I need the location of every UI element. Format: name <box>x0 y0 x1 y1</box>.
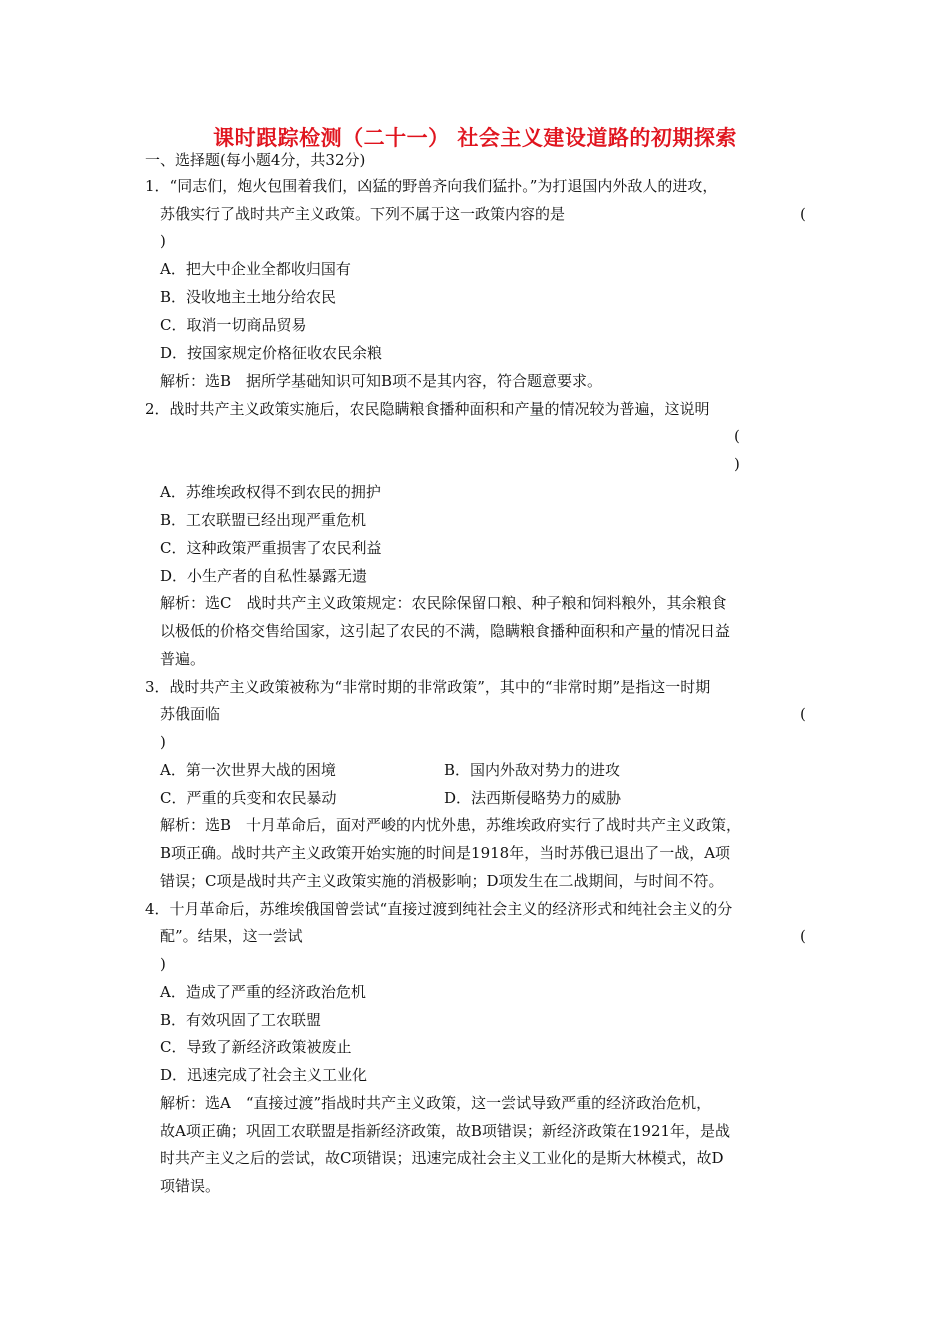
question-2-analysis-line-1: 解析：选C 战时共产主义政策规定：农民除保留口粮、种子粮和饲料粮外，其余粮食 <box>160 594 727 612</box>
question-3-option-c: C．严重的兵变和农民暴动 <box>160 789 337 807</box>
question-1-stem-line-2: 苏俄实行了战时共产主义政策。下列不属于这一政策内容的是 <box>160 205 566 223</box>
question-1-analysis: 解析：选B 据所学基础知识可知B项不是其内容，符合题意要求。 <box>160 372 603 390</box>
question-2-option-b: B．工农联盟已经出现严重危机 <box>160 511 367 529</box>
question-1-option-c: C．取消一切商品贸易 <box>160 316 307 334</box>
question-4-option-b: B．有效巩固了工农联盟 <box>160 1011 322 1029</box>
question-4-analysis-line-4: 项错误。 <box>160 1177 221 1195</box>
question-3-analysis-line-2: B项正确。战时共产主义政策开始实施的时间是1918年，当时苏俄已退出了一战，A项 <box>160 844 731 862</box>
question-2-answer-paren-open: ( <box>734 427 740 445</box>
question-2-stem-line-1: 2．战时共产主义政策实施后，农民隐瞒粮食播种面积和产量的情况较为普遍，这说明 <box>145 400 710 418</box>
question-3-option-d: D．法西斯侵略势力的威胁 <box>444 789 622 807</box>
question-4-stem-line-1: 4．十月革命后，苏维埃俄国曾尝试“直接过渡到纯社会主义的经济形式和纯社会主义的分 <box>145 900 733 918</box>
question-3-stem-line-2: 苏俄面临 <box>160 705 221 723</box>
question-1-option-a: A．把大中企业全都收归国有 <box>160 260 351 278</box>
page-title: 课时跟踪检测（二十一） 社会主义建设道路的初期探索 <box>213 126 737 150</box>
question-4-analysis-line-3: 时共产主义之后的尝试，故C项错误；迅速完成社会主义工业化的是斯大林模式，故D <box>160 1149 724 1167</box>
question-2-option-d: D．小生产者的自私性暴露无遗 <box>160 567 368 585</box>
question-3-analysis-line-3: 错误；C项是战时共产主义政策实施的消极影响；D项发生在二战期间，与时间不符。 <box>160 872 724 890</box>
question-2-analysis-line-2: 以极低的价格交售给国家，这引起了农民的不满，隐瞒粮食播种面积和产量的情况日益 <box>160 622 731 640</box>
question-4-option-c: C．导致了新经济政策被废止 <box>160 1038 352 1056</box>
question-1-answer-paren-close: ) <box>160 232 166 250</box>
section-heading: 一、选择题(每小题4分，共32分) <box>145 151 366 169</box>
question-3-answer-paren-close: ) <box>160 733 166 751</box>
question-4-analysis-line-2: 故A项正确；巩固工农联盟是指新经济政策，故B项错误；新经济政策在1921年，是战 <box>160 1122 731 1140</box>
question-4-answer-paren-open: ( <box>800 927 806 945</box>
question-3-option-a: A．第一次世界大战的困境 <box>160 761 336 779</box>
question-1-option-d: D．按国家规定价格征收农民余粮 <box>160 344 383 362</box>
question-3-option-b: B．国内外敌对势力的进攻 <box>444 761 621 779</box>
question-2-analysis-line-3: 普遍。 <box>160 650 206 668</box>
question-4-analysis-line-1: 解析：选A “直接过渡”指战时共产主义政策，这一尝试导致严重的经济政治危机， <box>160 1094 712 1112</box>
question-4-option-d: D．迅速完成了社会主义工业化 <box>160 1066 368 1084</box>
question-4-option-a: A．造成了严重的经济政治危机 <box>160 983 366 1001</box>
question-1-answer-paren-open: ( <box>800 205 806 223</box>
question-3-stem-line-1: 3．战时共产主义政策被称为“非常时期的非常政策”，其中的“非常时期”是指这一时期 <box>145 678 711 696</box>
question-3-analysis-line-1: 解析：选B 十月革命后，面对严峻的内忧外患，苏维埃政府实行了战时共产主义政策， <box>160 816 742 834</box>
question-2-option-a: A．苏维埃政权得不到农民的拥护 <box>160 483 381 501</box>
question-3-answer-paren-open: ( <box>800 705 806 723</box>
question-1-option-b: B．没收地主土地分给农民 <box>160 288 337 306</box>
question-1-stem-line-1: 1．“同志们，炮火包围着我们，凶猛的野兽齐向我们猛扑。”为打退国内外敌人的进攻， <box>145 177 718 195</box>
question-2-answer-paren-close: ) <box>734 455 740 473</box>
question-4-answer-paren-close: ) <box>160 955 166 973</box>
question-2-option-c: C．这种政策严重损害了农民利益 <box>160 539 382 557</box>
question-4-stem-line-2: 配”。结果，这一尝试 <box>160 927 303 945</box>
